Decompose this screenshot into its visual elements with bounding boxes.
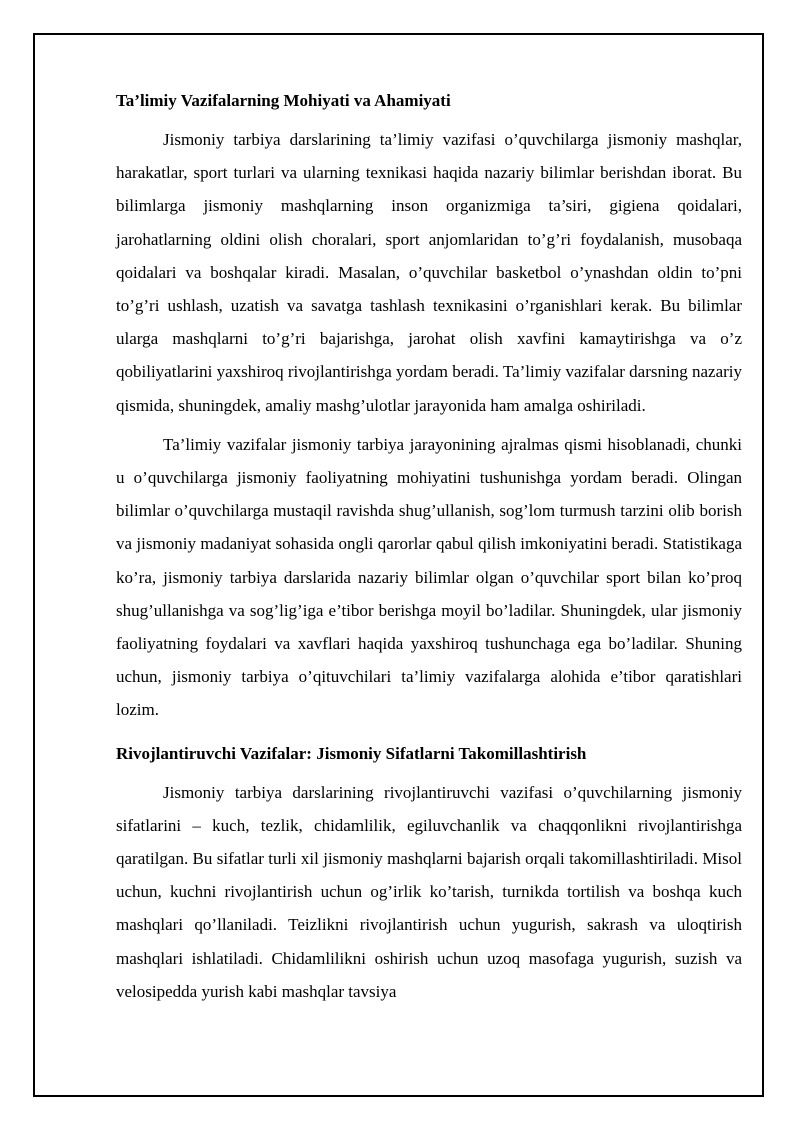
document-body — [116, 84, 742, 1008]
paragraph: Jismoniy tarbiya darslarining ta’limiy vazifasi o’quvchilarga jismoniy mashqlar, harakatlar, sport turlari va ularning texnikasi haqida nazariy bilimlar berishdan iborat. Bu bilimlarga jismoniy mashqlarning inson organizmiga ta’siri, gigiena qoidalari, jarohatlarning oldini olish choralari, sport anjomlaridan to’g’ri foydalanish, musobaqa qoidalari va boshqalar kiradi. Masalan, o’quvchilar basketbol o’ynashdan oldin to’pni to’g’ri ushlash, uzatish va savatga tashlash texnikasini o’rganishlari kerak. Bu bilimlar ularga mashqlarni to’g’ri bajarishga, jarohat olish xavfini kamaytirishga va o’z qobiliyatlarini yaxshiroq rivojlantirishga yordam beradi. Ta’limiy vazifalar darsning nazariy qismida, shuningdek, amaliy mashg’ulotlar jarayonida ham amalga oshiriladi. — [116, 130, 742, 415]
section-heading: Rivojlantiruvchi Vazifalar: Jismoniy Sifatlarni Takomillashtirish — [116, 743, 587, 763]
paragraph: Ta’limiy vazifalar jismoniy tarbiya jarayonining ajralmas qismi hisoblanadi, chunki u o’quvchilarga jismoniy faoliyatning mohiyatini tushunishga yordam beradi. Olingan bilimlar o’quvchilarga mustaqil ravishda shug’ullanish, sog’lom turmush tarzini olib borish va jismoniy madaniyat sohasida ongli qarorlar qabul qilish imkoniyatini beradi. Statistikaga ko’ra, jismoniy tarbiya darslarida nazariy bilimlar olgan o’quvchilar sport bilan ko’proq shug’ullanishga va sog’lig’iga e’tibor berishga moyil bo’ladilar. Shuningdek, ular jismoniy faoliyatning foydalari va xavflari haqida yaxshiroq tushunchaga ega bo’ladilar. Shuning uchun, jismoniy tarbiya o’qituvchilari ta’limiy vazifalarga alohida e’tibor qaratishlari lozim. — [116, 434, 742, 720]
section-heading: Ta’limiy Vazifalarning Mohiyati va Ahamiyati — [116, 91, 451, 110]
paragraph: Jismoniy tarbiya darslarining rivojlantiruvchi vazifasi o’quvchilarning jismoniy sifatlarini – kuch, tezlik, chidamlilik, egiluvchanlik va chaqqonlikni rivojlantirishga qaratilgan. Bu sifatlar turli xil jismoniy mashqlarni bajarish orqali takomillashtiriladi. Misol uchun, kuchni rivojlantirish uchun og’irlik ko’tarish, turnikda tortilish va boshqa kuch mashqlari qo’llaniladi. Teizlikni rivojlantirish uchun yugurish, sakrash va uloqtirish mashqlari ishlatiladi. Chidamlilikni oshirish uchun uzoq masofaga yugurish, suzish va velosipedda yurish kabi mashqlar tavsiya — [116, 782, 742, 1001]
